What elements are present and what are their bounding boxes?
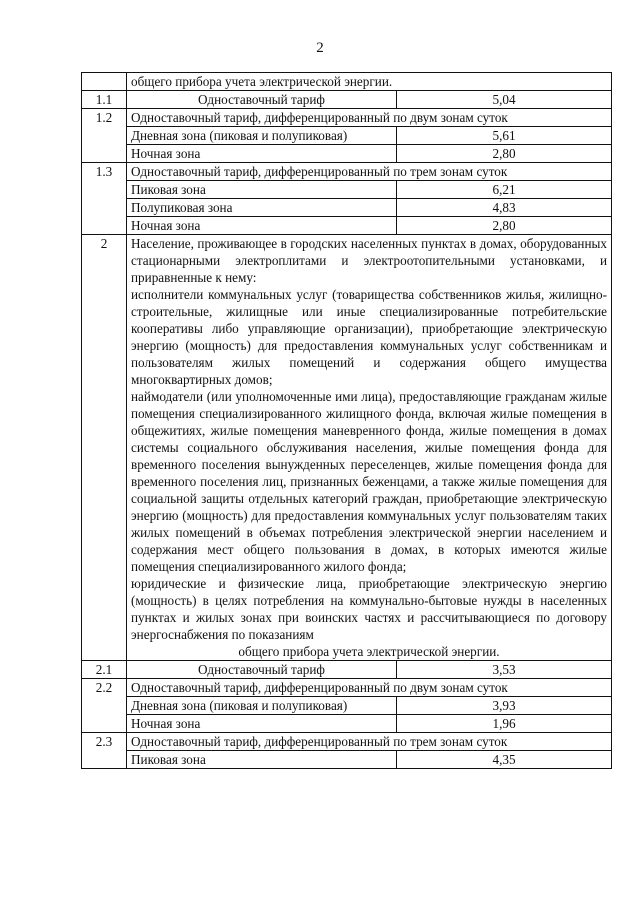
paragraph: общего прибора учета электрической энергии.	[238, 644, 500, 659]
page-number: 2	[316, 40, 324, 56]
tariff-value: 5,04	[397, 91, 612, 109]
table-row	[82, 751, 612, 769]
row-text: общего прибора учета электрической энергии.	[127, 73, 612, 91]
row-number: 2.1	[82, 661, 127, 679]
zone-value: 4,35	[397, 751, 612, 769]
row-number: 2.3	[82, 733, 127, 769]
table-row	[82, 199, 612, 217]
paragraph: юридические и физические лица, приобретающие электрическую энергию (мощность) в целях потребления на коммунально-бытовые нужды в населенных пунктах и жилых зонах при воинских частях и рассчитывающиеся по договору энергоснабжения по показаниям	[131, 576, 608, 642]
zone-name: Дневная зона (пиковая и полупиковая)	[127, 697, 397, 715]
table-row	[82, 109, 612, 127]
paragraph: исполнители коммунальных услуг (товарищества собственников жилья, жилищно-строительные, жилищные или иные специализированные потребительские кооперативы либо управляющие организации), приобретающие электрическую энергию (мощность) для предоставления коммунальных услуг собственникам и пользователям жилых помещений и содержания общего имущества многоквартирных домов;	[131, 287, 608, 387]
table-row	[82, 679, 612, 697]
table-row	[82, 145, 612, 163]
row-number: 1.1	[82, 91, 127, 109]
row-number: 2	[82, 235, 127, 661]
table-row	[82, 235, 612, 661]
table-row	[82, 217, 612, 235]
zone-value: 5,61	[397, 127, 612, 145]
tariff-group-title: Одноставочный тариф, дифференцированный по трем зонам суток	[127, 163, 612, 181]
row-number	[82, 73, 127, 91]
consumer-category-description	[127, 235, 612, 661]
zone-name: Ночная зона	[127, 145, 397, 163]
zone-name: Дневная зона (пиковая и полупиковая)	[127, 127, 397, 145]
table-row	[82, 163, 612, 181]
row-number: 2.2	[82, 679, 127, 733]
table-row	[82, 733, 612, 751]
tariff-group-title: Одноставочный тариф, дифференцированный по двум зонам суток	[127, 109, 612, 127]
zone-value: 1,96	[397, 715, 612, 733]
row-number: 1.3	[82, 163, 127, 235]
paragraph: наймодатели (или уполномоченные ими лица), предоставляющие гражданам жилые помещения специализированного жилищного фонда, включая жилые помещения в общежитиях, жилые помещения маневренного фонда, жилые помещения в домах системы социального обслуживания населения, жилые помещения фонда для временного поселения вынужденных переселенцев, жилые помещения фонда для временного поселения лиц, признанных беженцами, а также жилые помещения для социальной защиты отдельных категорий граждан, приобретающие электрическую энергию (мощность) для предоставления коммунальных услуг пользователям таких жилых помещений в объемах потребления электрической энергии населением и содержания мест общего пользования в домах, в которых имеются жилые помещения специализированного жилого фонда;	[131, 389, 608, 574]
zone-value: 4,83	[397, 199, 612, 217]
table-row	[82, 73, 612, 91]
zone-name: Пиковая зона	[127, 751, 397, 769]
zone-value: 2,80	[397, 217, 612, 235]
tariff-group-title: Одноставочный тариф, дифференцированный по трем зонам суток	[127, 733, 612, 751]
table-row	[82, 181, 612, 199]
row-number: 1.2	[82, 109, 127, 163]
zone-name: Полупиковая зона	[127, 199, 397, 217]
tariff-value: 3,53	[397, 661, 612, 679]
zone-value: 2,80	[397, 145, 612, 163]
table-row	[82, 127, 612, 145]
zone-value: 6,21	[397, 181, 612, 199]
tariff-group-title: Одноставочный тариф, дифференцированный по двум зонам суток	[127, 679, 612, 697]
zone-name: Ночная зона	[127, 217, 397, 235]
tariff-name: Одноставочный тариф	[127, 661, 397, 679]
table-row	[82, 91, 612, 109]
zone-value: 3,93	[397, 697, 612, 715]
table-row	[82, 697, 612, 715]
zone-name: Ночная зона	[127, 715, 397, 733]
paragraph: Население, проживающее в городских населенных пунктах в домах, оборудованных стационарными электроплитами и электроотопительными установками, и приравненные к нему:	[131, 236, 608, 285]
tariff-table	[81, 72, 612, 769]
table-row	[82, 715, 612, 733]
zone-name: Пиковая зона	[127, 181, 397, 199]
table-row	[82, 661, 612, 679]
tariff-name: Одноставочный тариф	[127, 91, 397, 109]
